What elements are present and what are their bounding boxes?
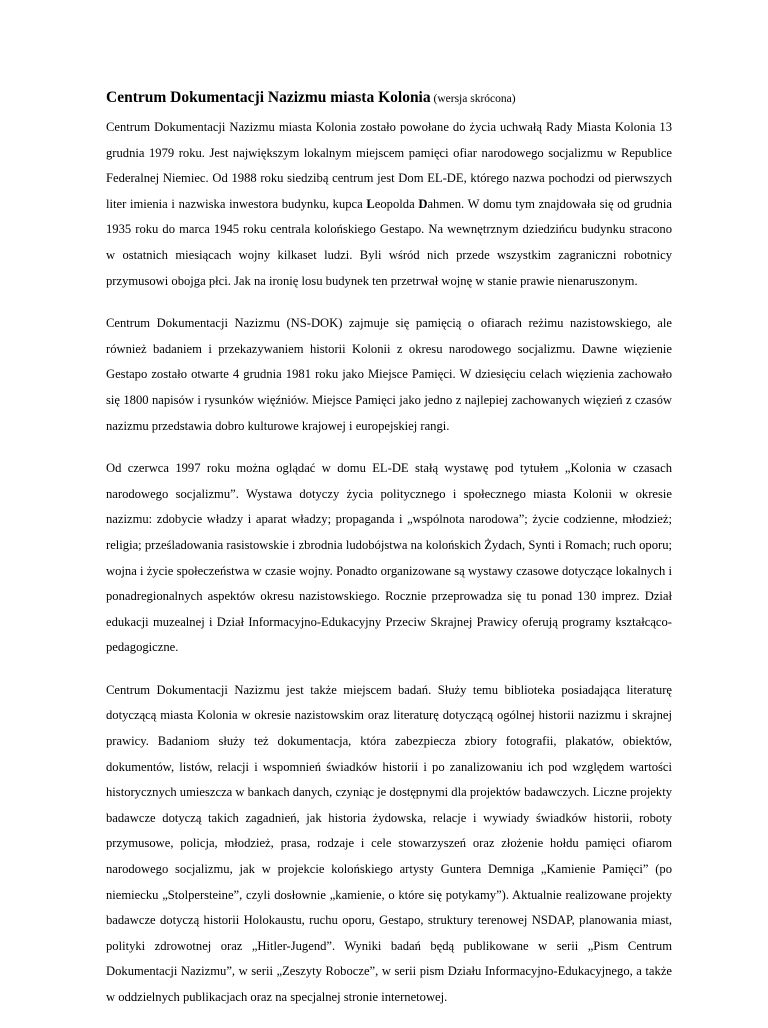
initial-letter-d: D: [418, 196, 428, 211]
document-subtitle: (wersja skrócona): [430, 93, 516, 105]
paragraph-1: [106, 115, 672, 294]
initial-letter-l: L: [366, 196, 375, 211]
paragraph-3: Od czerwca 1997 roku można oglądać w domu EL-DE stałą wystawę pod tytułem „Kolonia w czasach narodowego socjalizmu”. Wystawa dotyczy życia politycznego i społecznego miasta Kolonii w okresie nazizmu: zdobycie władzy i aparat władzy; propaganda i „wspólnota narodowa”; życie codzienne, młodzież; religia; prześladowania rasistowskie i zbrodnia ludobójstwa na kolońskich Żydach, Synti i Romach; ruch oporu; wojna i życie społeczeństwa w czasie wojny. Ponadto organizowane są wystawy czasowe dotyczące lokalnych i ponadregionalnych aspektów okresu nazistowskiego. Rocznie przeprowadza się tu ponad 130 imprez. Dział edukacji muzealnej i Dział Informacyjno-Edukacyjny Przeciw Skrajnej Prawicy oferują programy kształcąco-pedagogiczne.: [106, 461, 672, 655]
paragraph-2: Centrum Dokumentacji Nazizmu (NS-DOK) zajmuje się pamięcią o ofiarach reżimu nazistowskiego, ale również badaniem i przekazywaniem historii Kolonii z okresu narodowego socjalizmu. Dawne więzienie Gestapo zostało otwarte 4 grudnia 1981 roku jako Miejsce Pamięci. W dziesięciu celach więzienia zachowało się 1800 napisów i rysunków więźniów. Miejsce Pamięci jako jedno z najlepiej zachowanych więzień z czasów nazizmu przedstawia dobro kulturowe krajowej i europejskiej rangi.: [106, 316, 672, 433]
paragraph-4: Centrum Dokumentacji Nazizmu jest także miejscem badań. Służy temu biblioteka posiadająca literaturę dotyczącą miasta Kolonia w okresie nazistowskim oraz literaturę dotyczącą ogólnej historii nazizmu i skrajnej prawicy. Badaniom służy też dokumentacja, która zabezpiecza zbiory fotografii, plakatów, obiektów, dokumentów, listów, relacji i wspomnień świadków historii i po zanalizowaniu ich pod względem wartości historycznych umieszcza w bankach danych, czyniąc je dostępnymi dla projektów badawczych. Liczne projekty badawcze dotyczą takich zagadnień, jak historia żydowska, relacje i wywiady świadków historii, roboty przymusowe, policja, młodzież, prasa, rodzaje i cele stowarzyszeń oraz złożenie hołdu pamięci ofiarom narodowego socjalizmu, jak w projekcie kolońskiego artysty Guntera Demniga „Kamienie Pamięci” (po niemiecku „Stolpersteine”, czyli dosłownie „kamienie, o które się potykamy”). Aktualnie realizowane projekty badawcze dotyczą historii Holokaustu, ruchu oporu, Gestapo, struktury terenowej NSDAP, planowania miast, polityki zdrowotnej oraz „Hitler-Jugend”. Wyniki badań będą publikowane w serii „Pism Centrum Dokumentacji Nazizmu”, w serii „Zeszyty Robocze”, w serii pism Działu Informacyjno-Edukacyjnego, a także w oddzielnych publikacjach oraz na specjalnej stronie internetowej.: [106, 682, 672, 1004]
document-heading: [106, 88, 672, 109]
paragraph-1-text-a: Centrum Dokumentacji Nazizmu miasta Kolonia zostało powołane do życia uchwałą Rady Miasta Kolonia 13 grudnia 1979 roku. Jest największym lokalnym miejscem pamięci ofiar narodowego socjalizmu w Republice Federalnej Niemiec. Od 1988 roku siedzibą centrum jest Dom EL-DE, którego nazwa pochodzi od pierwszych liter imienia i nazwiska inwestora budynku, kupca: [106, 120, 672, 211]
paragraph-1-text-b: eopolda: [374, 196, 419, 211]
paragraph-1-text-c: ahmen. W domu tym znajdowała się od grudnia 1935 roku do marca 1945 roku centrala kolońskiego Gestapo. Na wewnętrznym dziedzińcu budynku stracono w ostatnich miesiącach wojny kilkaset ludzi. Byli wśród nich przede wszystkim zagraniczni robotnicy przymusowi obojga płci. Jak na ironię losu budynek ten przetrwał wojnę w stanie prawie nienaruszonym.: [106, 196, 672, 288]
document-title: Centrum Dokumentacji Nazizmu miasta Kolonia: [106, 89, 431, 106]
document-page: [106, 88, 672, 1028]
